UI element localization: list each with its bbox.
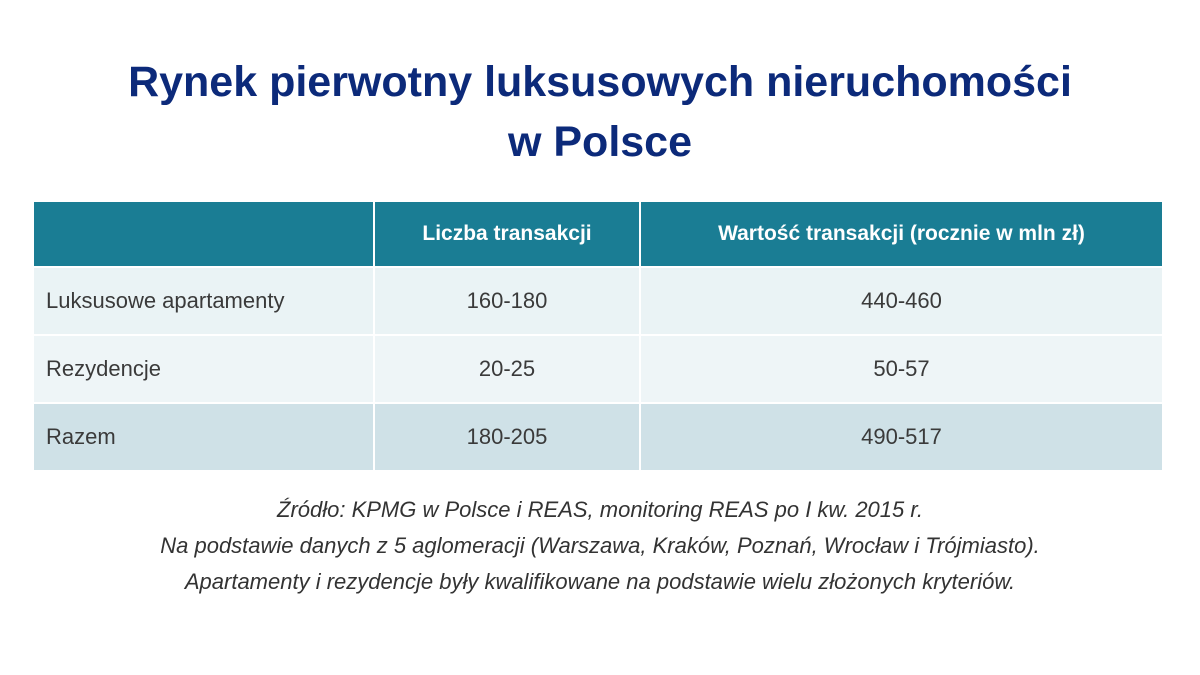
row-label: Luksusowe apartamenty: [34, 267, 374, 335]
data-table: [34, 202, 1162, 470]
source-note: [0, 492, 1200, 600]
row-value: 50-57: [640, 335, 1162, 403]
table-header-row: [34, 202, 1162, 267]
chart-title-line-1: Rynek pierwotny luksusowych nieruchomości: [128, 58, 1072, 106]
column-header-count: Liczba transakcji: [374, 202, 640, 267]
table-row-total: [34, 403, 1162, 470]
row-label: Razem: [34, 403, 374, 470]
column-header-value: Wartość transakcji (rocznie w mln zł): [640, 202, 1162, 267]
source-line-3: Apartamenty i rezydencje były kwalifikowane na podstawie wielu złożonych kryteriów.: [184, 569, 1016, 594]
row-value: 440-460: [640, 267, 1162, 335]
source-line-2: Na podstawie danych z 5 aglomeracji (Warszawa, Kraków, Poznań, Wrocław i Trójmiasto).: [160, 533, 1040, 558]
row-count: 20-25: [374, 335, 640, 403]
source-line-1: Źródło: KPMG w Polsce i REAS, monitoring REAS po I kw. 2015 r.: [277, 497, 923, 522]
row-count: 160-180: [374, 267, 640, 335]
row-label: Rezydencje: [34, 335, 374, 403]
chart-title: [0, 52, 1200, 172]
column-header-label: [34, 202, 374, 267]
row-count: 180-205: [374, 403, 640, 470]
row-value: 490-517: [640, 403, 1162, 470]
chart-title-line-2: w Polsce: [507, 118, 693, 166]
table-row: [34, 335, 1162, 403]
table-row: [34, 267, 1162, 335]
